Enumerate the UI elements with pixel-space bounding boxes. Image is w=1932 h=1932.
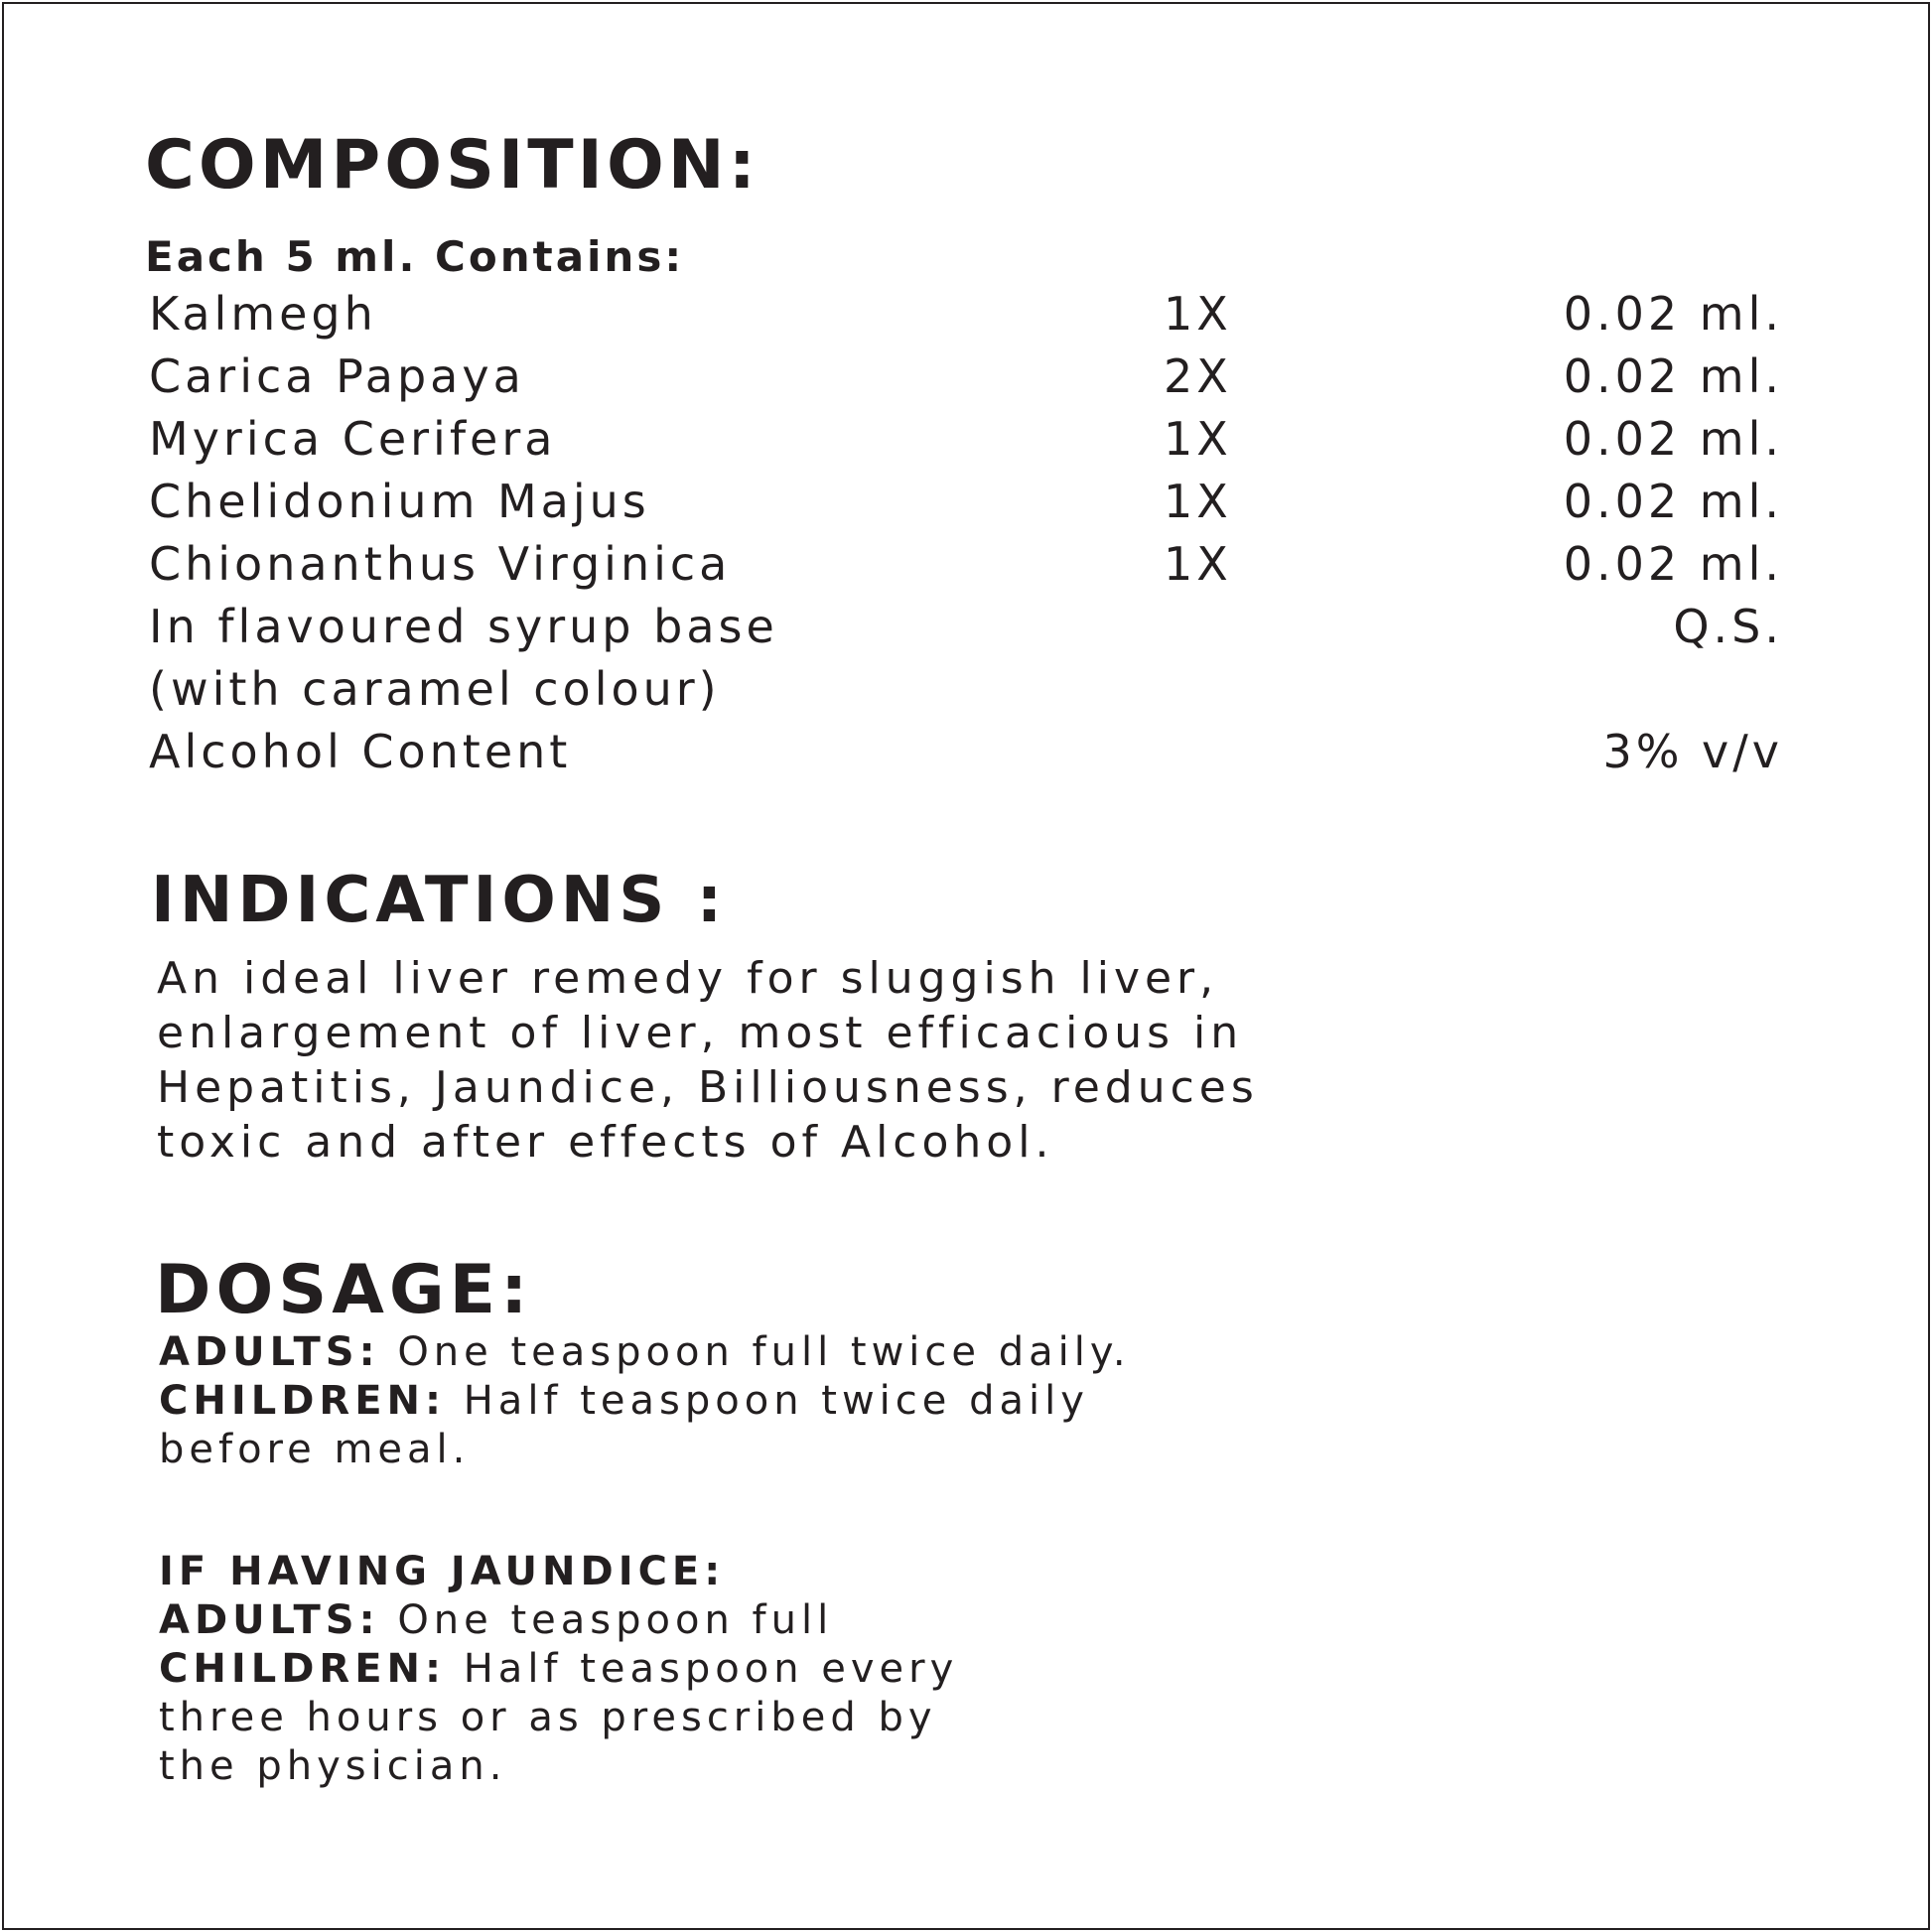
dosage-adults [159, 1329, 1131, 1375]
ingredient-potency: 1X [1164, 537, 1232, 591]
dosage-children-label: CHILDREN: [159, 1378, 447, 1424]
ingredient-name: Myrica Cerifera [149, 412, 557, 466]
jaundice-children-text: Half teaspoon every [446, 1646, 959, 1692]
ingredient-potency: 1X [1164, 287, 1232, 341]
ingredient-name: Kalmegh [149, 287, 377, 341]
jaundice-children-label: CHILDREN: [159, 1646, 447, 1692]
ingredient-name: Carica Papaya [149, 349, 525, 403]
alcohol-content-value: 3% v/v [1602, 725, 1783, 778]
jaundice-note: three hours or as prescribed by [159, 1695, 937, 1740]
ingredient-potency: 1X [1164, 412, 1232, 466]
jaundice-adults-label: ADULTS: [159, 1597, 380, 1643]
ingredient-potency: 1X [1164, 475, 1232, 528]
jaundice-children [159, 1646, 959, 1692]
dosage-adults-text: One teaspoon full twice daily. [379, 1329, 1131, 1375]
composition-subheading: Each 5 ml. Contains: [145, 232, 685, 281]
dosage-children-text: Half teaspoon twice daily [446, 1378, 1089, 1424]
jaundice-adults [159, 1597, 834, 1643]
dosage-children [159, 1378, 1089, 1424]
dosage-adults-label: ADULTS: [159, 1329, 380, 1375]
jaundice-adults-text: One teaspoon full [379, 1597, 834, 1643]
dosage-children-note: before meal. [159, 1427, 471, 1472]
dosage-heading: DOSAGE: [155, 1251, 533, 1329]
jaundice-heading: IF HAVING JAUNDICE: [159, 1549, 726, 1594]
ingredient-quantity: 0.02 ml. [1563, 475, 1783, 528]
ingredient-quantity: 0.02 ml. [1563, 537, 1783, 591]
syrup-base-line: In flavoured syrup base [149, 600, 778, 653]
jaundice-note: the physician. [159, 1743, 507, 1789]
indications-text: Hepatitis, Jaundice, Billiousness, reduces [157, 1062, 1259, 1113]
indications-text: An ideal liver remedy for sluggish liver, [157, 953, 1219, 1004]
alcohol-content-label: Alcohol Content [149, 725, 572, 778]
ingredient-quantity: 0.02 ml. [1563, 412, 1783, 466]
ingredient-name: Chionanthus Virginica [149, 537, 732, 591]
composition-heading: COMPOSITION: [145, 126, 759, 205]
ingredient-name: Chelidonium Majus [149, 475, 650, 528]
indications-text: toxic and after effects of Alcohol. [157, 1117, 1054, 1168]
syrup-base-note: (with caramel colour) [149, 662, 721, 716]
syrup-base-quantity: Q.S. [1673, 600, 1783, 653]
ingredient-quantity: 0.02 ml. [1563, 349, 1783, 403]
ingredient-quantity: 0.02 ml. [1563, 287, 1783, 341]
indications-text: enlargement of liver, most efficacious in [157, 1008, 1244, 1058]
ingredient-potency: 2X [1164, 349, 1232, 403]
indications-heading: INDICATIONS : [151, 864, 728, 937]
